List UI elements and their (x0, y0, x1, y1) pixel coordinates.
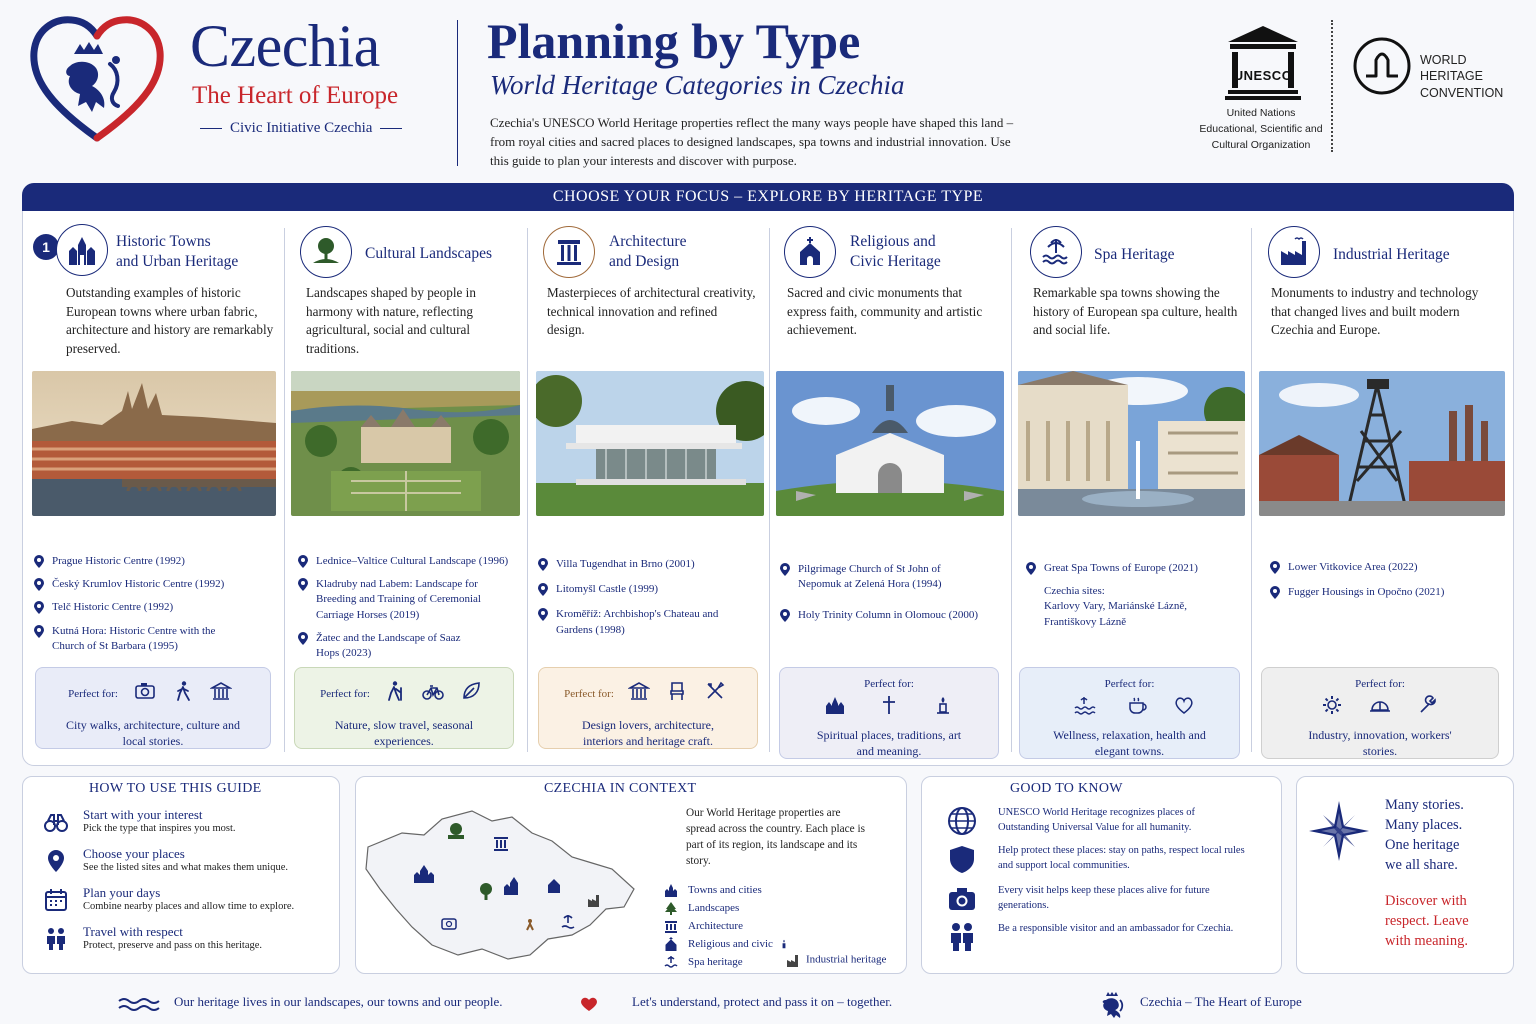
site-list (32, 554, 280, 662)
stories-text: Many stories. Many places. One heritage we all share. (1385, 797, 1464, 873)
list-item[interactable]: Kladruby nad Labem: Landscape for Breeding and Training of Ceremonial Carriage Horses (2019) (296, 577, 518, 623)
list-item[interactable]: Litomyšl Castle (1999) (536, 582, 764, 597)
leaf-icon (460, 680, 482, 702)
category-title: Industrial Heritage (1333, 246, 1450, 263)
list-item: Plan your days Combine nearby places and allow time to explore. (43, 885, 343, 912)
spa-czechia-sites: Czechia sites: Karlovy Vary, Mariánské Lázně, Františkovy Lázně (1044, 585, 1187, 628)
site-list (1024, 561, 1246, 630)
brand-subtitle: The Heart of Europe (192, 82, 399, 109)
category-title: Cultural Landscapes (365, 245, 492, 262)
site-list (778, 562, 1006, 632)
category-description: Remarkable spa towns showing the history of European spa culture, health and social life. (1033, 285, 1238, 338)
bicycle-icon (422, 680, 444, 702)
step-number-badge: 1 (33, 234, 59, 260)
binoculars-icon (43, 809, 69, 835)
category-description: Monuments to industry and technology that changed lives and built modern Czechia and Europe. (1271, 285, 1479, 338)
category-description: Sacred and civic monuments that express faith, community and artistic achievement. (787, 285, 983, 338)
category-title: Religious and Civic Heritage (850, 233, 941, 271)
heart-icon (580, 996, 598, 1012)
legend-item: Towns and cities (664, 881, 789, 899)
stories-box (1296, 776, 1514, 974)
list-item[interactable]: Kroměříž: Archbishop's Chateau and Gardens (1998) (536, 607, 746, 637)
section-title: HOW TO USE THIS GUIDE (89, 781, 262, 796)
tree-landscape-icon (300, 226, 352, 278)
hard-hat-icon (1369, 694, 1391, 716)
cathedral-icon (824, 694, 846, 716)
category-description: Outstanding examples of historic European towns where urban fabric, architecture and history are remarkably preserved. (66, 285, 274, 357)
heart-lion-logo (26, 14, 168, 146)
list-item[interactable]: Kutná Hora: Historic Centre with the Church of St Barbara (1995) (32, 624, 242, 654)
zelena-hora-church-photo (776, 371, 1004, 516)
shield-icon (946, 843, 978, 875)
candle-icon (779, 939, 789, 949)
list-item[interactable]: Prague Historic Centre (1992) (32, 554, 280, 569)
lednice-castle-photo (291, 371, 520, 516)
czechia-in-context (355, 776, 907, 974)
column-divider (527, 228, 528, 752)
list-item[interactable]: Villa Tugendhat in Brno (2001) (536, 557, 764, 572)
list-item: Be a responsible visitor and an ambassador for Czechia. (946, 921, 1246, 936)
water-icon (1065, 694, 1103, 716)
perfect-for-box: Perfect for: Wellness, relaxation, health and elegant towns. (1019, 667, 1240, 759)
category-description: Masterpieces of architectural creativity, technical innovation and refined design. (547, 285, 756, 338)
legend-item: Landscapes (664, 899, 789, 917)
cross-icon (878, 694, 900, 716)
camera-icon (134, 680, 156, 702)
list-item[interactable]: Žatec and the Landscape of Saaz Hops (2023) (296, 631, 466, 661)
header-dotted-divider (1331, 20, 1333, 152)
page-title: Planning by Type (487, 13, 861, 69)
globe-icon (946, 805, 978, 837)
waves-icon (118, 996, 160, 1012)
brand-initiative: Civic Initiative Czechia (192, 120, 410, 137)
calendar-icon (43, 887, 69, 913)
list-item[interactable]: Holy Trinity Column in Olomouc (2000) (778, 608, 1006, 623)
list-item[interactable]: Fugger Housings in Opočno (2021) (1268, 585, 1508, 600)
column-divider (284, 228, 285, 752)
heart-icon (1173, 694, 1195, 716)
wrench-icon (1417, 694, 1439, 716)
category-title: Architecture and Design (609, 233, 687, 271)
fountain-icon (1030, 226, 1082, 278)
list-item[interactable]: Great Spa Towns of Europe (2021) (1024, 561, 1246, 576)
candle-icon (932, 694, 954, 716)
tree-icon (664, 901, 678, 915)
list-item: Choose your places See the listed sites and what makes them unique. (43, 846, 343, 873)
factory-icon (1268, 226, 1320, 278)
museum-icon (210, 680, 232, 702)
discover-text: Discover with respect. Leave with meaning. (1385, 893, 1469, 949)
section-title: CZECHIA IN CONTEXT (544, 781, 697, 796)
vitkovice-mine-tower-photo (1259, 371, 1505, 516)
town-icon (664, 883, 678, 897)
historic-town-icon (56, 224, 108, 276)
list-item: Help protect these places: stay on paths, respect local rules and support local communities. (946, 843, 1246, 873)
church-icon (784, 226, 836, 278)
brand-title: Czechia (190, 13, 380, 79)
camera-icon (946, 883, 978, 915)
page-intro: Czechia's UNESCO World Heritage properties reflect the many ways people have shaped this land – from royal cities and sacred places to designed landscapes, spa towns and industrial innovation. Use this guide to plan your interests and discover with purpose. (490, 115, 1014, 168)
unesco-temple-logo (1224, 24, 1302, 102)
unesco-caption: United Nations Educational, Scientific and Cultural Organization (1199, 107, 1323, 151)
site-list (536, 557, 764, 646)
world-heritage-emblem (1352, 36, 1412, 96)
prague-panorama-photo (32, 371, 276, 516)
context-text: Our World Heritage properties are spread across the country. Each place is part of its region, its landscape and its story. (686, 807, 866, 868)
list-item: UNESCO World Heritage recognizes places of Outstanding Universal Value for all humanity. (946, 805, 1246, 835)
gear-icon (1321, 694, 1343, 716)
czech-lion-icon (1100, 990, 1128, 1018)
museum-icon (628, 680, 650, 702)
site-list (1268, 560, 1508, 608)
czechia-map (362, 797, 638, 967)
section-title: GOOD TO KNOW (1010, 781, 1123, 796)
focus-banner: CHOOSE YOUR FOCUS – EXPLORE BY HERITAGE TYPE (22, 183, 1514, 211)
compass-star-icon (1309, 801, 1369, 861)
religious-icon (664, 937, 678, 951)
perfect-for-box: Perfect for: Industry, innovation, workers' stories. (1261, 667, 1499, 759)
legend-item: Religious and civic (664, 935, 789, 953)
spa-colonnade-photo (1018, 371, 1245, 516)
footer-right-text: Czechia – The Heart of Europe (1140, 994, 1302, 1009)
unesco-logo-text: UNESCO (1233, 68, 1293, 83)
how-to-use-guide (22, 776, 340, 974)
list-item[interactable]: Lower Vitkovice Area (2022) (1268, 560, 1508, 575)
villa-tugendhat-photo (536, 371, 764, 516)
list-item[interactable]: Telč Historic Centre (1992) (32, 600, 280, 615)
legend-item: Industrial heritage (786, 953, 886, 967)
legend-item: Spa heritage (664, 953, 789, 971)
category-description: Landscapes shaped by people in harmony with nature, reflecting agricultural, social and cultural traditions. (306, 285, 476, 357)
tools-icon (704, 680, 726, 702)
perfect-for-box: Perfect for: Spiritual places, traditions, art and meaning. (779, 667, 999, 759)
perfect-for-box: Perfect for: Nature, slow travel, seasonal experiences. (294, 667, 514, 749)
site-list (296, 554, 524, 669)
perfect-for-box: Perfect for: Design lovers, architecture, interiors and heritage craft. (538, 667, 758, 749)
footer-left-text: Our heritage lives in our landscapes, our towns and our people. (174, 994, 503, 1009)
perfect-for-box: Perfect for: City walks, architecture, culture and local stories. (35, 667, 271, 749)
list-item: Travel with respect Protect, preserve and pass on this heritage. (43, 924, 343, 951)
legend-item: Architecture (664, 917, 789, 935)
category-title: Spa Heritage (1094, 246, 1175, 263)
architecture-icon (664, 919, 678, 933)
list-item[interactable]: Český Krumlov Historic Centre (1992) (32, 577, 280, 592)
footer-middle-text: Let's understand, protect and pass it on – together. (632, 994, 893, 1009)
column-divider (769, 228, 770, 752)
people-icon (43, 926, 69, 952)
column-divider (1011, 228, 1012, 752)
cup-icon (1127, 694, 1149, 716)
column-pillar-icon (543, 226, 595, 278)
good-to-know (921, 776, 1282, 974)
industrial-icon (786, 953, 800, 967)
list-item: Every visit helps keep these places alive for future generations. (946, 883, 1246, 913)
header-divider (457, 20, 458, 166)
whc-caption: WORLD HERITAGE CONVENTION (1420, 53, 1504, 100)
category-title: Historic Towns and Urban Heritage (116, 233, 239, 271)
people-icon (946, 921, 978, 953)
list-item[interactable]: Pilgrimage Church of St John of Nepomuk at Zelená Hora (1994) (778, 562, 978, 592)
hiker-icon (384, 680, 406, 702)
chair-icon (666, 680, 688, 702)
list-item[interactable]: Lednice–Valtice Cultural Landscape (1996) (296, 554, 524, 569)
location-pin-icon (43, 848, 69, 874)
map-legend (664, 881, 789, 971)
column-divider (1251, 228, 1252, 752)
list-item: Start with your interest Pick the type that inspires you most. (43, 807, 343, 834)
spa-icon (664, 955, 678, 969)
walking-person-icon (172, 680, 194, 702)
page-subtitle: World Heritage Categories in Czechia (490, 70, 905, 100)
